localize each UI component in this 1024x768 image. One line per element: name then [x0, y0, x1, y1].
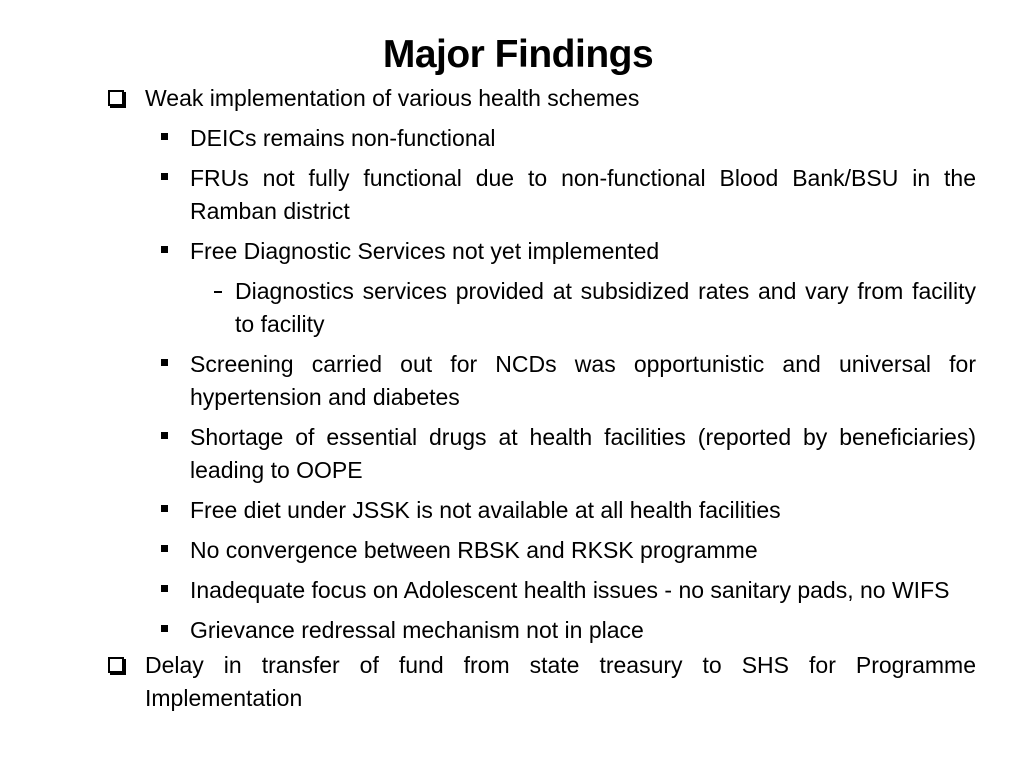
list-item — [104, 421, 976, 487]
square-bullet-icon — [161, 246, 168, 253]
list-item-text: Shortage of essential drugs at health facilities (reported by beneficiaries) leading to OOPE — [190, 424, 976, 483]
list-item-text: Delay in transfer of fund from state treasury to SHS for Programme Implementation — [145, 652, 976, 711]
square-bullet-icon — [161, 432, 168, 439]
square-bullet-icon — [161, 505, 168, 512]
list-item — [104, 162, 976, 228]
list-item — [104, 494, 976, 527]
list-item — [104, 614, 976, 647]
list-item — [104, 275, 976, 341]
list-item-text: Free diet under JSSK is not available at all health facilities — [190, 497, 781, 523]
list-item — [104, 534, 976, 567]
list-item-text: DEICs remains non-functional — [190, 125, 496, 151]
checkbox-bullet-icon — [108, 657, 124, 673]
list-item-text: Grievance redressal mechanism not in place — [190, 617, 644, 643]
list-item — [104, 122, 976, 155]
list-item-text: FRUs not fully functional due to non-functional Blood Bank/BSU in the Ramban district — [190, 165, 976, 224]
list-item-text: Inadequate focus on Adolescent health issues - no sanitary pads, no WIFS — [190, 577, 950, 603]
list-item-text: Free Diagnostic Services not yet implemented — [190, 238, 660, 264]
page-title: Major Findings — [382, 33, 654, 76]
square-bullet-icon — [161, 585, 168, 592]
square-bullet-icon — [161, 173, 168, 180]
list-item-text: Screening carried out for NCDs was opportunistic and universal for hypertension and diabetes — [190, 351, 976, 410]
square-bullet-icon — [161, 359, 168, 366]
list-item — [104, 574, 976, 607]
square-bullet-icon — [161, 133, 168, 140]
list-item — [104, 348, 976, 414]
checkbox-bullet-icon — [108, 90, 124, 106]
findings-list — [104, 82, 976, 715]
list-item-text: Diagnostics services provided at subsidized rates and vary from facility to facility — [235, 278, 976, 337]
list-item-text: No convergence between RBSK and RKSK programme — [190, 537, 758, 563]
square-bullet-icon — [161, 545, 168, 552]
list-item-text: Weak implementation of various health schemes — [145, 85, 640, 111]
list-item — [104, 82, 976, 115]
dash-bullet-icon — [214, 291, 222, 293]
list-item — [104, 235, 976, 268]
square-bullet-icon — [161, 625, 168, 632]
list-item — [104, 649, 976, 715]
